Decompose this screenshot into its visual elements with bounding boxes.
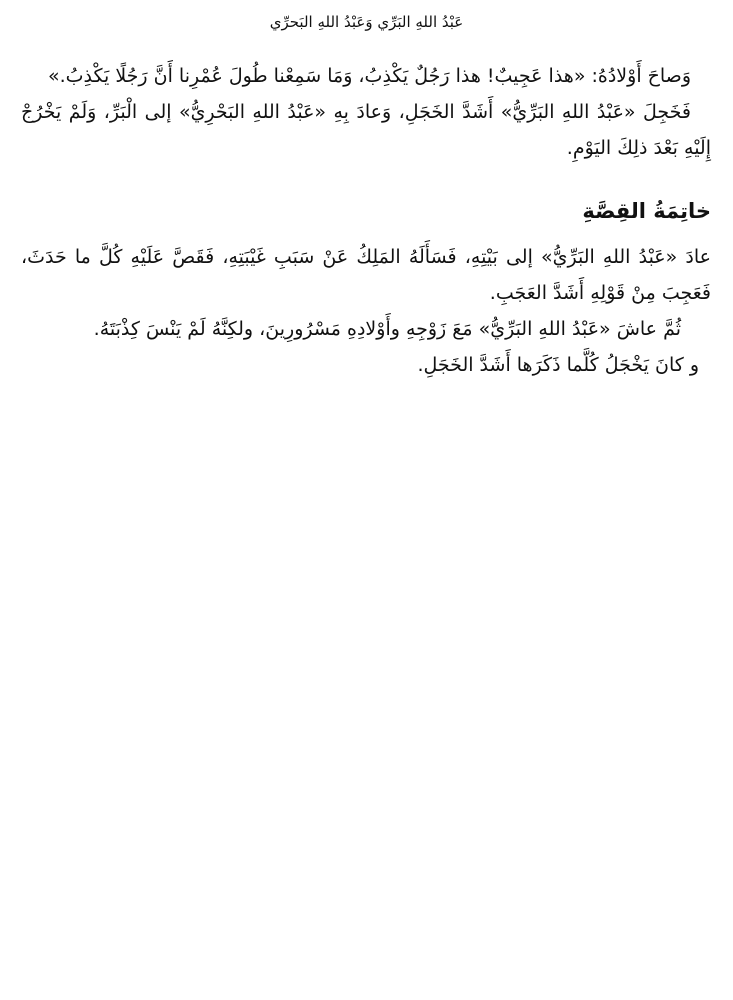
paragraph-still-ashamed: و كانَ يَخْجَلُ كُلَّما ذَكَرَها أَشَدَّ الخَجَلِ.: [417, 354, 699, 376]
running-head: عَبْدُ اللهِ البَرِّي وَعَبْدُ اللهِ البَحرِّي: [269, 13, 464, 31]
section-heading: خاتِمَةُ القِصَّةِ: [582, 199, 711, 223]
paragraph-ashamed-return: فَخَجِلَ «عَبْدُ اللهِ البَرِّيُّ» أَشَدَّ الخَجَلِ، وَعادَ بِهِ «عَبْدُ اللهِ البَحْرِيُّ» إلى الْبَرِّ، وَلَمْ يَخْرُجْ إِلَيْهِ بَعْدَ ذلِكَ اليَوْمِ.: [21, 101, 711, 159]
paragraph-return-home: عادَ «عَبْدُ اللهِ البَرِّيُّ» إلى بَيْتِهِ، فَسَأَلَهُ المَلِكُ عَنْ سَبَبِ غَيْبَتِهِ، فَقَصَّ عَلَيْهِ كُلَّ ما حَدَثَ، فَعَجِبَ مِنْ قَوْلِهِ أَشَدَّ العَجَبِ.: [21, 246, 711, 304]
story-text: [21, 58, 711, 383]
paragraph-children-exclaim: وَصاحَ أَوْلادُهُ: «هذا عَجِيبٌ! هذا رَجُلٌ يَكْذِبُ، وَمَا سَمِعْنا طُولَ عُمْرِنا أَنَّ رَجُلًا يَكْذِبُ.»: [48, 65, 691, 87]
paragraph-lived-happily: ثُمَّ عاشَ «عَبْدُ اللهِ البَرِّيُّ» مَعَ زَوْجِهِ وأَوْلادِهِ مَسْرُورِينَ، ولكِنَّهُ لَمْ يَنْسَ كِذْبَتَهُ.: [93, 318, 681, 340]
